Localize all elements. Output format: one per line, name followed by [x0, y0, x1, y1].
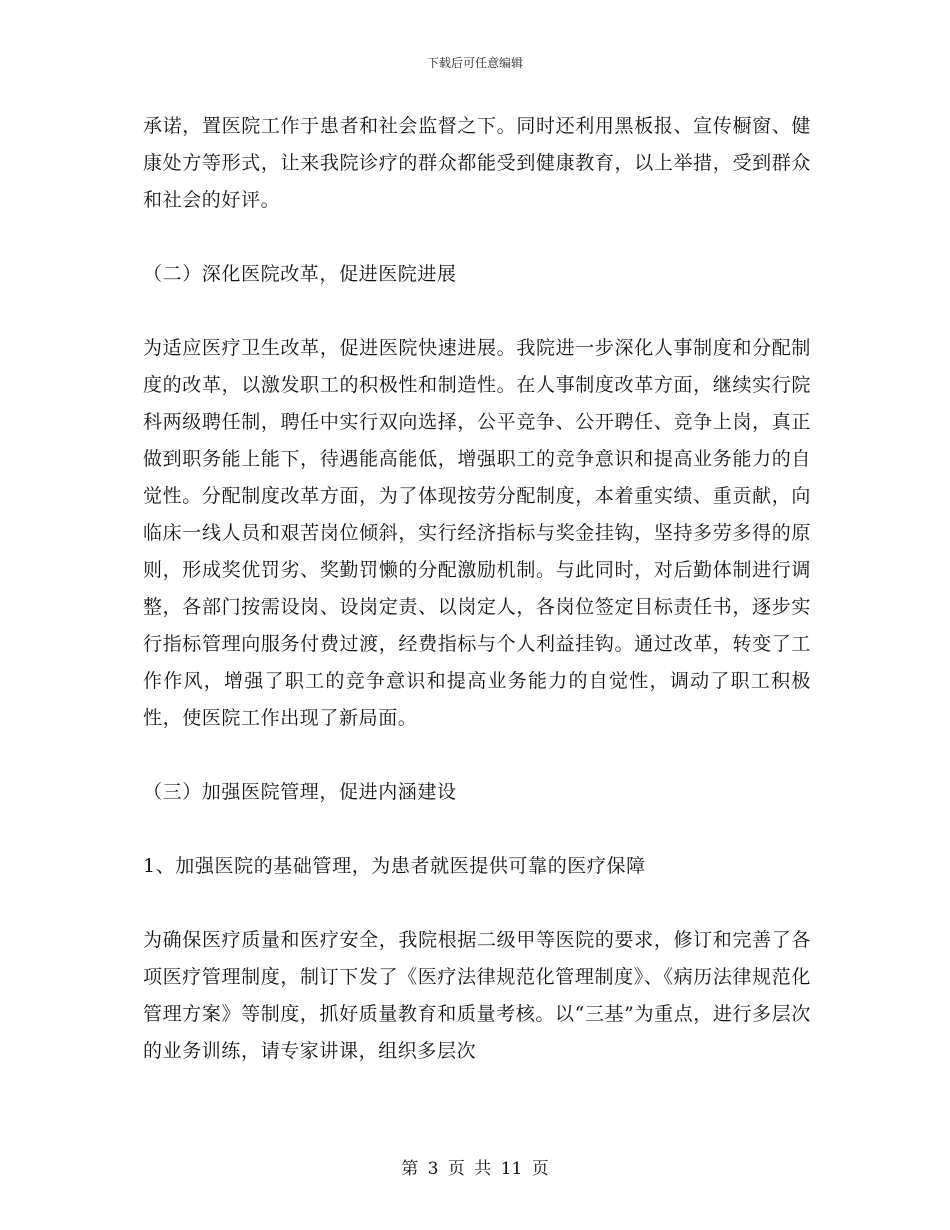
paragraph-1: 承诺，置医院工作于患者和社会监督之下。同时还利用黑板报、宣传橱窗、健康处方等形式，让来我院诊疗的群众都能受到健康教育，以上举措，受到群众和社会的好评。: [143, 115, 811, 211]
section-heading-3: （三）加强医院管理，促进内涵建设: [143, 781, 457, 803]
subsection-heading-1: 1、加强医院的基础管理，为患者就医提供可靠的医疗保障: [143, 855, 646, 877]
page-header: 下载后可任意编辑: [426, 56, 523, 70]
paragraph-2: 为适应医疗卫生改革，促进医院快速进展。我院进一步深化人事制度和分配制度的改革，以激发职工的积极性和制造性。在人事制度改革方面，继续实行院科两级聘任制，聘任中实行双向选择，公平竞争、公开聘任、竞争上岗，真正做到职务能上能下，待遇能高能低，增强职工的竞争意识和提高业务能力的自觉性。分配制度改革方面，为了体现按劳分配制度，本着重实绩、重贡献，向临床一线人员和艰苦岗位倾斜，实行经济指标与奖金挂钩，坚持多劳多得的原则，形成奖优罚劣、奖勤罚懒的分配激励机制。与此同时，对后勤体制进行调整，各部门按需设岗、设岗定责、以岗定人，各岗位签定目标责任书，逐步实行指标管理向服务付费过渡，经费指标与个人利益挂钩。通过改革，转变了工作作风，增强了职工的竞争意识和提高业务能力的自觉性，调动了职工积极性，使医院工作出现了新局面。: [143, 337, 811, 729]
section-heading-2: （二）深化医院改革，促进医院进展: [143, 263, 457, 285]
paragraph-3: 为确保医疗质量和医疗安全，我院根据二级甲等医院的要求，修订和完善了各项医疗管理制度，制订下发了《医疗法律规范化管理制度》、《病历法律规范化管理方案》等制度，抓好质量教育和质量考核。以“三基”为重点，进行多层次的业务训练，请专家讲课，组织多层次: [143, 929, 811, 1062]
page-footer: 第 3 页 共 11 页: [401, 1159, 549, 1179]
document-body: [143, 108, 811, 1107]
